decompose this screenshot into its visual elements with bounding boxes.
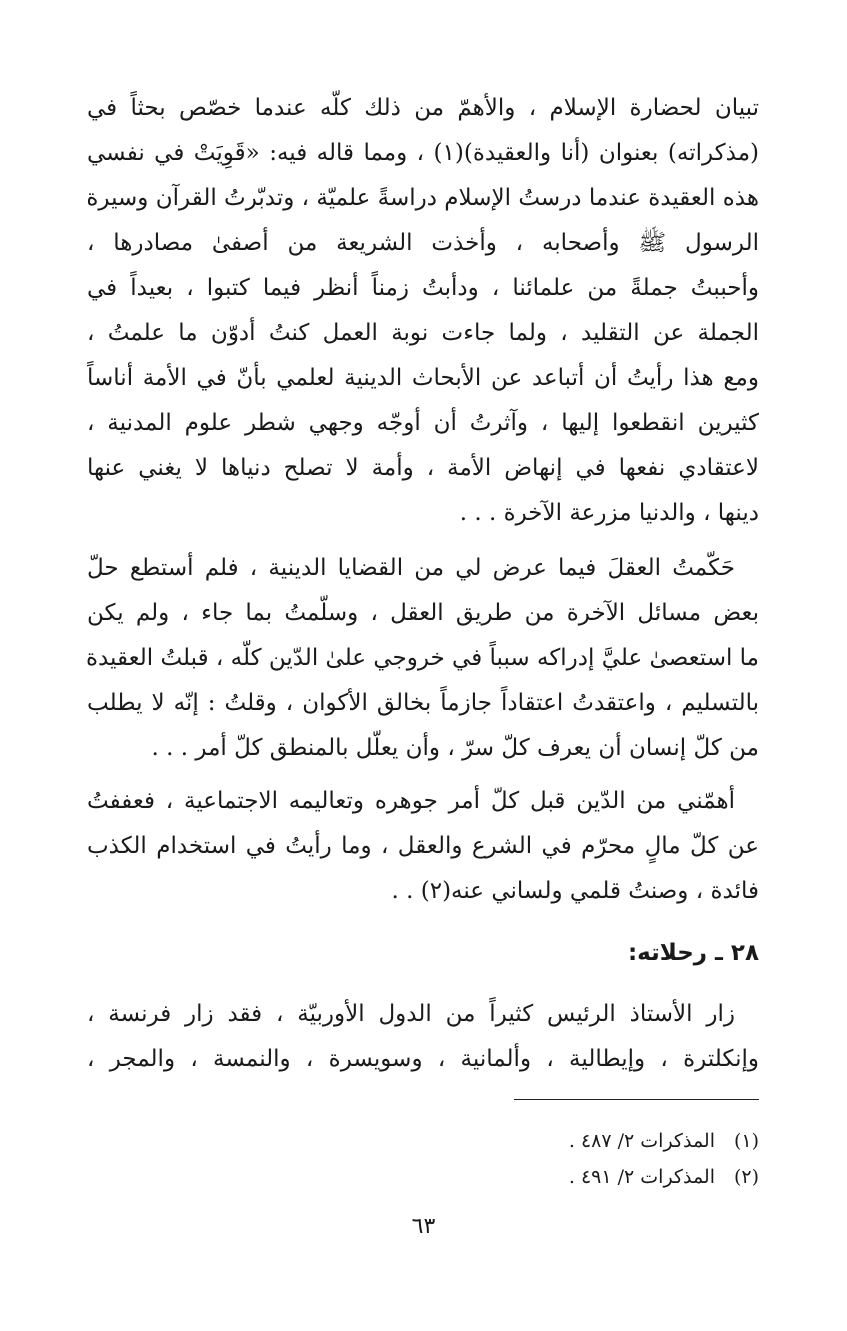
- paragraph-3: [87, 779, 759, 914]
- footnote: [87, 1159, 759, 1195]
- paragraph-line: لاعتقادي نفعها في إنهاض الأمة ، وأمة لا تصلح دنياها لا يغني عنها: [87, 455, 759, 481]
- paragraph-line: بالتسليم ، واعتقدتُ اعتقاداً جازماً بخالق الأكوان ، وقلتُ : إنّه لا يطلب: [87, 690, 759, 716]
- paragraph-line: وأحببتُ جملةً من علمائنا ، ودأبتُ زمناً أنظر فيما كتبوا ، بعيداً في: [87, 275, 759, 301]
- footnote: [87, 1123, 759, 1159]
- section-heading: ٢٨ ـ رحلاته:: [627, 940, 759, 966]
- footnote-divider: [514, 1099, 759, 1100]
- paragraph-line: حَكّمتُ العقلَ فيما عرض لي من القضايا الدينية ، فلم أستطع حلّ: [87, 555, 735, 581]
- paragraph-line: هذه العقيدة عندما درستُ الإسلام دراسةً علميّة ، وتدبّرتُ القرآن وسيرة: [86, 185, 759, 211]
- footnote-text: المذكرات ٢/ ٤٨٧ .: [568, 1130, 715, 1152]
- paragraph-line: أهمّني من الدّين قبل كلّ أمر جوهره وتعاليمه الاجتماعية ، فعففتُ: [87, 788, 735, 814]
- paragraph-line: دينها ، والدنيا مزرعة الآخرة . . .: [459, 500, 759, 526]
- footnote-text: المذكرات ٢/ ٤٩١ .: [568, 1166, 715, 1188]
- paragraph-line: زار الأستاذ الرئيس كثيراً من الدول الأوربيّة ، فقد زار فرنسة ،: [87, 1001, 735, 1027]
- paragraph-line: (مذكراته) بعنوان (أنا والعقيدة)(١) ، ومما قاله فيه: «قَوِيَتْ في نفسي: [87, 140, 759, 166]
- paragraph-line: بعض مسائل الآخرة من طريق العقل ، وسلّمتُ بما جاء ، ولم يكن: [87, 600, 759, 626]
- paragraph-line: الجملة عن التقليد ، ولما جاءت نوبة العمل كنتُ أدوّن ما علمتُ ،: [87, 320, 759, 346]
- paragraph-1: [87, 86, 759, 536]
- paragraph-4: [87, 992, 759, 1082]
- footnotes: [87, 1123, 759, 1195]
- footnote-number: (١): [733, 1130, 759, 1152]
- page-number: ٦٣: [411, 1214, 436, 1239]
- paragraph-line: كثيرين انقطعوا إليها ، وآثرتُ أن أوجّه وجهي شطر علوم المدنية ،: [87, 410, 759, 436]
- paragraph-line: تبيان لحضارة الإسلام ، والأهمّ من ذلك كلّه عندما خصّص بحثاً في: [87, 95, 760, 121]
- paragraph-2: [87, 546, 759, 771]
- paragraph-line: من كلّ إنسان أن يعرف كلّ سرّ ، وأن يعلّل بالمنطق كلّ أمر . . .: [151, 735, 759, 761]
- paragraph-line: عن كلّ مالٍ محرّم في الشرع والعقل ، وما رأيتُ في استخدام الكذب: [87, 833, 759, 859]
- paragraph-line: وإنكلترة ، وإيطالية ، وألمانية ، وسويسرة ، والنمسة ، والمجر ،: [87, 1046, 759, 1072]
- paragraph-line: ومع هذا رأيتُ أن أتباعد عن الأبحاث الدينية لعلمي بأنّ في الأمة أناساً: [87, 365, 759, 391]
- paragraph-line: فائدة ، وصنتُ قلمي ولساني عنه(٢) . .: [391, 878, 759, 904]
- footnote-number: (٢): [733, 1166, 759, 1188]
- paragraph-line: الرسول ﷺ وأصحابه ، وأخذت الشريعة من أصفىٰ مصادرها ،: [87, 230, 759, 256]
- paragraph-line: ما استعصىٰ عليَّ إدراكه سبباً في خروجي علىٰ الدّين كلّه ، قبلتُ العقيدة: [85, 645, 759, 671]
